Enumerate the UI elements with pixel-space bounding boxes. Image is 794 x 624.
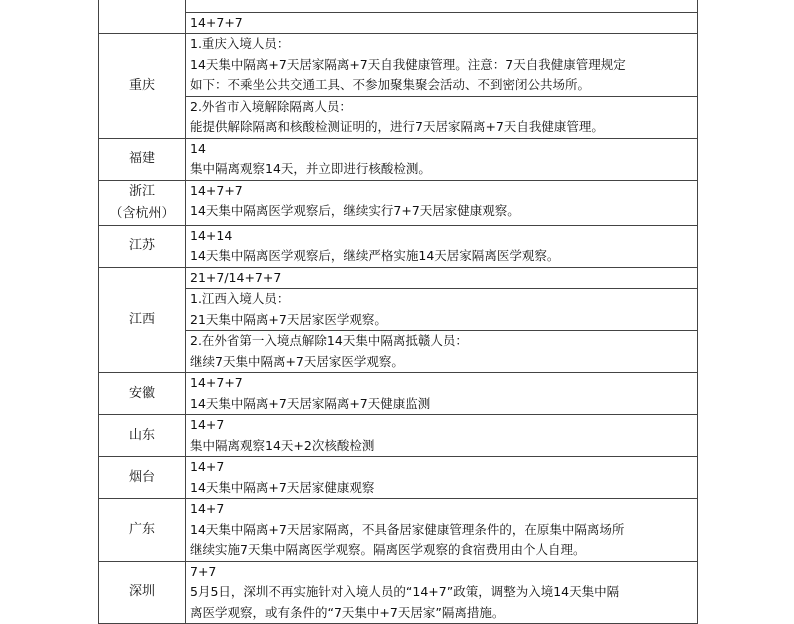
policy-text-line: 14+7+7 [190, 375, 243, 390]
policy-text-line: 继续7天集中隔离+7天居家医学观察。 [190, 353, 404, 369]
policy-segment [186, 288, 697, 330]
region-cell [99, 561, 186, 624]
policy-segment [186, 457, 697, 498]
table-row [99, 34, 698, 139]
policy-detail-cell [186, 138, 698, 180]
policy-segment [186, 12, 697, 34]
policy-text-line: 继续实施7天集中隔离医学观察。隔离医学观察的食宿费用由个人自理。 [190, 542, 586, 557]
table-row [99, 0, 698, 34]
policy-text-line: 如下：不乘坐公共交通工具、不参加聚集聚会活动、不到密闭公共场所。 [190, 77, 591, 92]
policy-detail-cell [186, 561, 698, 624]
region-cell [99, 267, 186, 373]
policy-detail-cell [186, 415, 698, 457]
table-row [99, 457, 698, 499]
policy-segment [186, 0, 697, 12]
policy-text-line: 1.江西入境人员： [190, 291, 290, 306]
table-row [99, 415, 698, 457]
quarantine-policy-table [98, 0, 698, 624]
policy-text-line: 21+7/14+7+7 [190, 269, 282, 285]
region-name: 山东 [128, 427, 155, 443]
policy-detail-cell [186, 457, 698, 499]
policy-text-line: 14 [190, 140, 206, 156]
policy-text-line: 14天集中隔离医学观察后，继续严格实施14天居家隔离医学观察。 [190, 248, 560, 263]
policy-segment [186, 499, 697, 561]
policy-text-line: 14天集中隔离+7天居家隔离+7天健康监测 [190, 395, 431, 411]
policy-text-line: 集中隔离观察14天+2次核酸检测 [190, 437, 375, 453]
region-name: 深圳 [128, 584, 155, 600]
region-cell [99, 0, 186, 34]
policy-text-line: 14+7+7 [190, 182, 243, 198]
policy-detail-cell [186, 499, 698, 562]
policy-text-line: 2.外省市入境解除隔离人员： [190, 98, 352, 114]
region-cell [99, 138, 186, 180]
region-cell [99, 457, 186, 499]
region-cell [99, 415, 186, 457]
policy-segment [186, 373, 697, 414]
policy-text-line: 14天集中隔离+7天居家健康观察 [190, 479, 375, 495]
policy-text-line: 14天集中隔离+7天居家隔离，不具备居家健康管理条件的，在原集中隔离场所 [190, 521, 625, 537]
table-row [99, 499, 698, 562]
policy-text-line: 14+7 [190, 459, 225, 474]
policy-segment [186, 226, 697, 267]
policy-segment [186, 415, 697, 456]
policy-segment [186, 181, 697, 222]
policy-text-line: 2.在外省第一入境点解除14天集中隔离抵赣人员： [190, 333, 468, 348]
table-row [99, 267, 698, 373]
region-cell [99, 34, 186, 139]
policy-segment [186, 34, 697, 96]
region-name: 江苏 [128, 238, 155, 253]
region-cell [99, 225, 186, 267]
region-name: 浙江 [128, 183, 155, 199]
policy-detail-cell [186, 373, 698, 415]
policy-text-line: 7+7 [190, 563, 217, 579]
policy-text-line: 14天集中隔离+7天居家隔离+7天自我健康管理。注意：7天自我健康管理规定 [190, 56, 626, 72]
region-cell [99, 180, 186, 225]
policy-segment [186, 139, 697, 180]
table-row [99, 373, 698, 415]
region-cell [99, 373, 186, 415]
region-name: （含杭州） [109, 205, 175, 221]
region-name: 福建 [128, 151, 155, 166]
policy-detail-cell [186, 180, 698, 225]
policy-detail-cell [186, 225, 698, 267]
region-name: 安徽 [128, 385, 155, 401]
policy-text-line: 14+14 [190, 227, 233, 243]
region-cell [99, 499, 186, 562]
policy-segment [186, 330, 697, 372]
policy-text-line: 14+7+7 [190, 14, 243, 30]
policy-detail-cell [186, 0, 698, 34]
policy-text-line: 14+7 [190, 417, 225, 432]
table-row [99, 180, 698, 225]
policy-text-line: 14+7 [190, 501, 225, 516]
region-name: 江西 [128, 311, 155, 327]
policy-text-line: 21天集中隔离+7天居家医学观察。 [190, 311, 387, 327]
policy-text-line [190, 0, 693, 12]
policy-text-line: 集中隔离观察14天，并立即进行核酸检测。 [190, 161, 431, 176]
policy-segment [186, 562, 697, 624]
table-row [99, 561, 698, 624]
policy-text-line: 能提供解除隔离和核酸检测证明的，进行7天居家隔离+7天自我健康管理。 [190, 119, 604, 134]
table-row [99, 225, 698, 267]
policy-segment [186, 268, 697, 289]
policy-detail-cell [186, 267, 698, 373]
region-name: 广东 [128, 521, 155, 537]
region-name: 重庆 [128, 77, 155, 93]
policy-text-line: 14天集中隔离医学观察后，继续实行7+7天居家健康观察。 [190, 203, 520, 218]
policy-segment [186, 96, 697, 138]
policy-text-line: 离医学观察，或有条件的“7天集中+7天居家”隔离措施。 [190, 604, 505, 620]
policy-text-line: 5月5日，深圳不再实施针对入境人员的“14+7”政策，调整为入境14天集中隔 [190, 584, 620, 599]
table-row [99, 138, 698, 180]
policy-text-line: 1.重庆入境人员： [190, 36, 290, 51]
policy-detail-cell [186, 34, 698, 139]
policy-table-body [99, 0, 698, 624]
region-name: 烟台 [128, 469, 155, 485]
